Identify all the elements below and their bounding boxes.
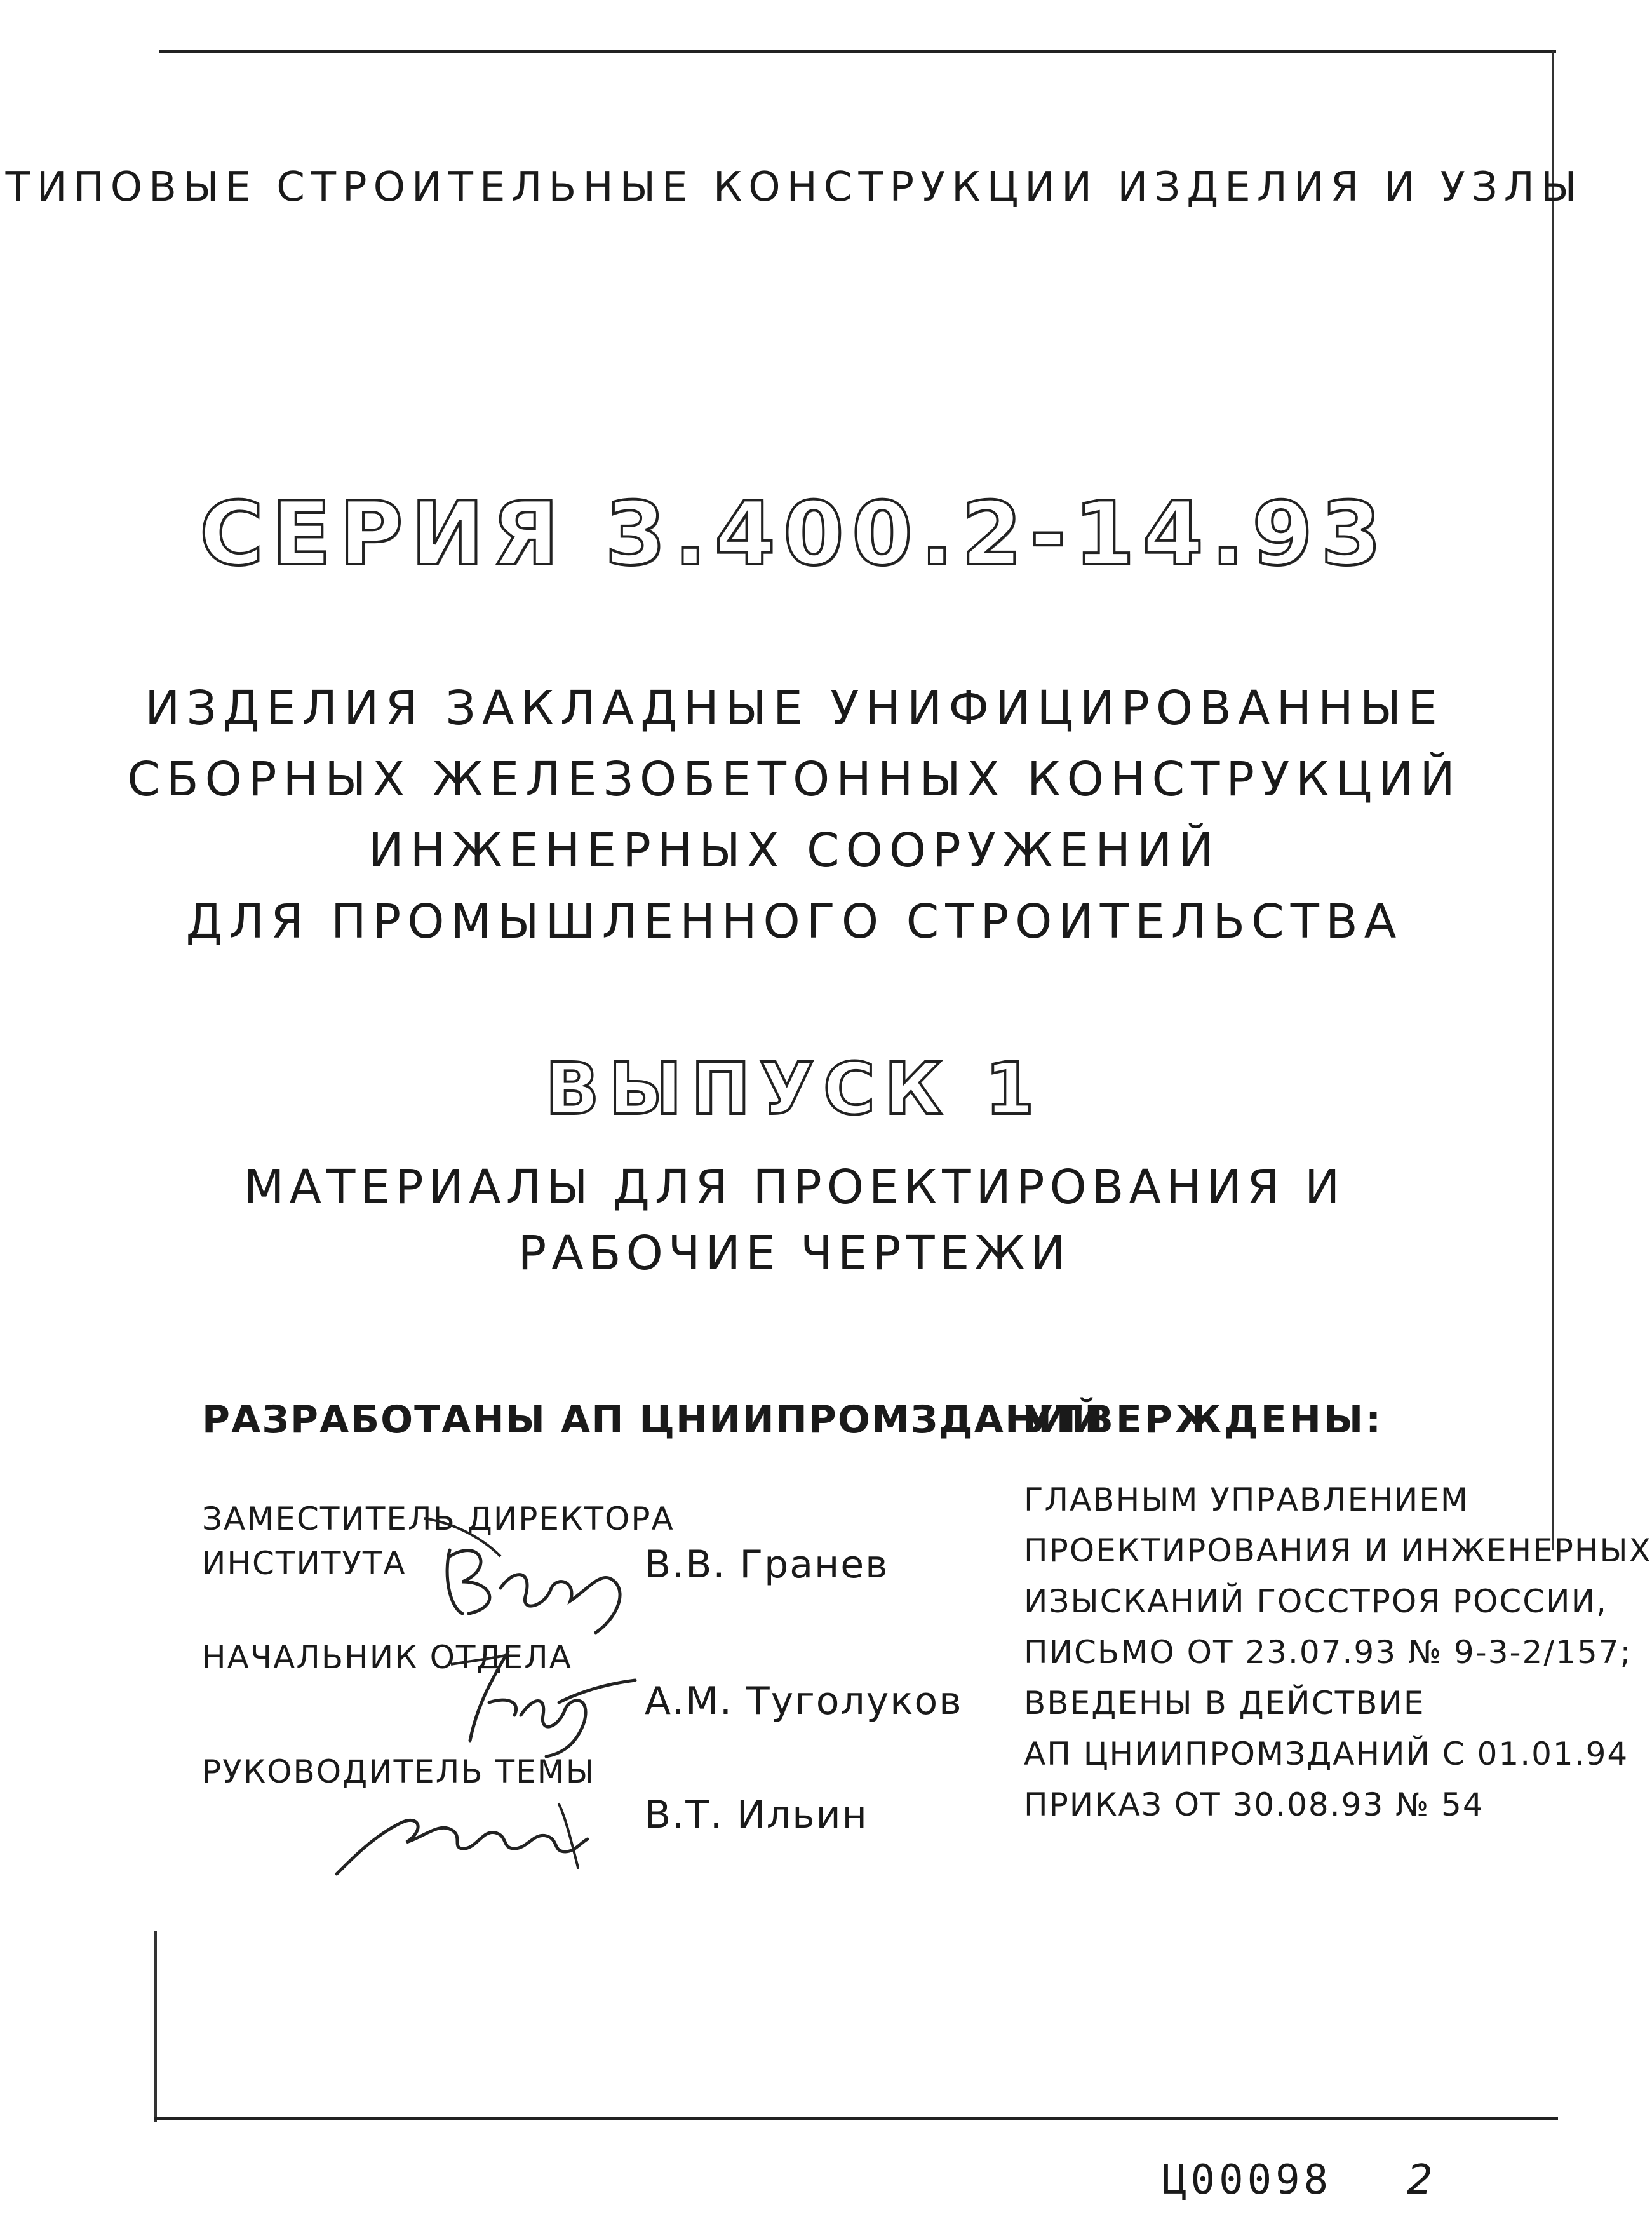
developed-heading: РАЗРАБОТАНЫ АП ЦНИИПРОМЗДАНИЙ: [202, 1398, 1105, 1442]
approved-heading: УТВЕРЖДЕНЫ:: [1024, 1398, 1384, 1442]
approved-line-2: ПРОЕКТИРОВАНИЯ И ИНЖЕНЕРНЫХ: [1024, 1532, 1652, 1569]
frame-bottom-border: [154, 2117, 1558, 2120]
signature-granev: [424, 1518, 640, 1645]
approved-line-7: ПРИКАЗ ОТ 30.08.93 № 54: [1024, 1786, 1484, 1823]
approved-line-6: АП ЦНИИПРОМЗДАНИЙ С 01.01.94: [1024, 1736, 1629, 1772]
approved-line-4: ПИСЬМО ОТ 23.07.93 № 9-3-2/157;: [1024, 1634, 1632, 1671]
issue-line-1: МАТЕРИАЛЫ ДЛЯ ПРОЕКТИРОВАНИЯ И: [243, 1160, 1345, 1215]
approved-line-1: ГЛАВНЫМ УПРАВЛЕНИЕМ: [1024, 1481, 1469, 1518]
staff-1-name: В.В. Гранев: [645, 1542, 889, 1587]
staff-2-title-line-1: НАЧАЛЬНИК ОТДЕЛА: [202, 1639, 572, 1676]
header-line: ТИПОВЫЕ СТРОИТЕЛЬНЫЕ КОНСТРУКЦИИ ИЗДЕЛИЯ И УЗЛЫ: [5, 164, 1583, 211]
signature-ilyin: [330, 1779, 597, 1887]
staff-1-title-line-1: ЗАМЕСТИТЕЛЬ ДИРЕКТОРА: [202, 1500, 675, 1537]
issue-title: ВЫПУСК 1: [545, 1048, 1044, 1131]
subject-line-2: СБОРНЫХ ЖЕЛЕЗОБЕТОННЫХ КОНСТРУКЦИЙ: [127, 752, 1461, 807]
staff-3-title-line-1: РУКОВОДИТЕЛЬ ТЕМЫ: [202, 1753, 595, 1790]
frame-top-border: [159, 50, 1556, 53]
approved-line-5: ВВЕДЕНЫ В ДЕЙСТВИЕ: [1024, 1685, 1425, 1722]
subject-line-1: ИЗДЕЛИЯ ЗАКЛАДНЫЕ УНИФИЦИРОВАННЫЕ: [145, 681, 1444, 736]
issue-line-2: РАБОЧИЕ ЧЕРТЕЖИ: [518, 1226, 1071, 1281]
series-title: СЕРИЯ 3.400.2-14.93: [199, 483, 1390, 585]
page-number: 2: [1407, 2157, 1435, 2204]
staff-3-name: В.Т. Ильин: [645, 1793, 868, 1837]
staff-1-title-line-2: ИНСТИТУТА: [202, 1545, 406, 1582]
approved-line-3: ИЗЫСКАНИЙ ГОССТРОЯ РОССИИ,: [1024, 1583, 1608, 1620]
signature-tugolukov: [413, 1645, 641, 1766]
subject-line-3: ИНЖЕНЕРНЫХ СООРУЖЕНИЙ: [368, 823, 1220, 878]
subject-line-4: ДЛЯ ПРОМЫШЛЕННОГО СТРОИТЕЛЬСТВА: [185, 894, 1403, 949]
document-number: Ц00098: [1162, 2157, 1333, 2204]
frame-left-border: [154, 1931, 157, 2122]
staff-2-name: А.М. Туголуков: [645, 1679, 963, 1723]
